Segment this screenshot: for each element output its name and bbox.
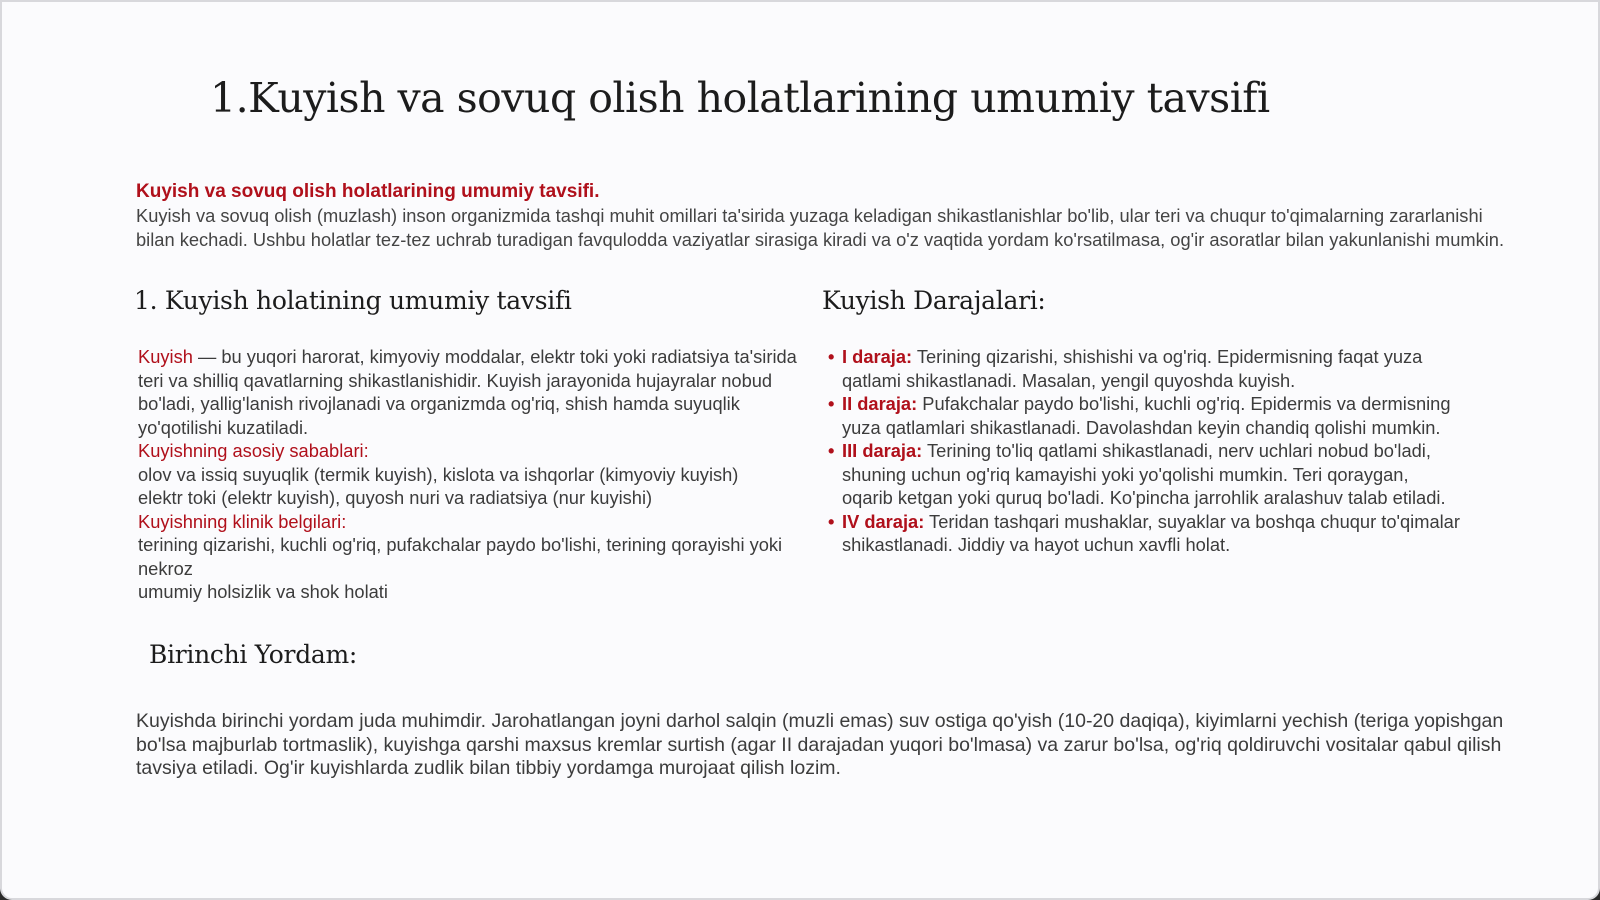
cause-item: elektr toki (elektr kuyish), quyosh nuri va radiatsiya (nur kuyishi) [138,487,653,508]
causes-heading: Kuyishning asosiy sabablari: [138,440,369,461]
sign-item: terining qizarishi, kuchli og'riq, pufakchalar paydo bo'lishi, terining qorayishi yoki nekroz [138,534,783,579]
burn-degrees-column [822,286,1462,557]
intro-paragraph: Kuyish va sovuq olish (muzlash) inson organizmida tashqi muhit omillari ta'sirida yuzaga keladigan shikastlanishlar bo'lib, ular teri va chuqur to'qimalarning zararlanishi bilan kechadi. Ushbu holatlar tez-tez uchrab turadigan favqulodda vaziyatlar sirasiga kiradi va o'z vaqtida yordam ko'rsatilmasa, og'ir asoratlar bilan yakunlanishi mumkin. [136,205,1505,250]
first-aid-paragraph: Kuyishda birinchi yordam juda muhimdir. Jarohatlangan joyni darhol salqin (muzli emas) suv ostiga qo'yish (10-20 daqiqa), kiyimlarni yechish (teriga yopishgan bo'lsa majburlab tortmaslik), kuyishga qarshi maxsus kremlar surtish (agar II darajadan yuqori bo'lmasa) va zarur bo'lsa, og'riq qoldiruvchi vositalar qabul qilish tavsiya etiladi. Og'ir kuyishlarda zudlik bilan tibbiy yordamga murojaat qilish lozim. [136,710,1504,779]
bullet-icon: • [828,393,835,414]
degree-text: Terining to'liq qatlami shikastlanadi, nerv uchlari nobud bo'ladi, shuning uchun og'riq kamayishi yoki yo'qolishi mumkin. Teri qoraygan, oqarib ketgan yoki quruq bo'ladi. Ko'pincha jarrohlik aralashuv talab etiladi. [842,440,1446,508]
burn-overview-column [134,286,814,604]
degree-item [822,392,1462,439]
burn-term: Kuyish [138,346,193,367]
first-aid-heading: Birinchi Yordam: [149,640,358,669]
degree-item [822,510,1462,557]
burn-definition [138,345,814,439]
degree-text: Teridan tashqari mushaklar, suyaklar va boshqa chuqur to'qimalar shikastlanadi. Jiddiy va hayot uchun xavfli holat. [842,510,1460,555]
degree-text: Pufakchalar paydo bo'lishi, kuchli og'riq. Epidermis va dermisning yuza qatlamlari shikastlanadi. Davolashdan keyin chandiq qolishi mumkin. [842,393,1451,438]
degree-label: III daraja: [842,440,923,461]
degree-text: Terining qizarishi, shishishi va og'riq. Epidermisning faqat yuza qatlami shikastlanadi. Masalan, yengil quyoshda kuyish. [842,346,1423,391]
degree-label: IV daraja: [842,510,925,532]
degree-item [822,345,1462,392]
signs-heading: Kuyishning klinik belgilari: [138,510,347,532]
burn-overview-heading: 1. Kuyish holatining umumiy tavsifi [134,286,572,315]
burn-definition-text: — bu yuqori harorat, kimyoviy moddalar, elektr toki yoki radiatsiya ta'sirida teri va shilliq qavatlarning shikastlanishidir. Kuyish jarayonida hujayralar nobud bo'ladi, yallig'lanish rivojlanadi va organizmda og'riq, shish hamda suyuqlik yo'qotilishi kuzatiladi. [138,346,797,438]
bullet-icon: • [828,510,835,532]
burn-overview-body [138,345,814,604]
burn-degrees-heading: Kuyish Darajalari: [822,286,1046,315]
burn-degrees-list [822,345,1462,557]
bullet-icon: • [828,346,835,367]
degree-item [822,439,1462,510]
intro-section [136,180,1516,251]
cause-item: olov va issiq suyuqlik (termik kuyish), kislota va ishqorlar (kimyoviy kuyish) [138,463,739,485]
intro-heading: Kuyish va sovuq olish holatlarining umumiy tavsifi. [136,181,600,202]
degree-label: II daraja: [842,393,918,414]
bullet-icon: • [828,440,835,461]
slide-title: 1.Kuyish va sovuq olish holatlarining umumiy tavsifi [210,74,1270,122]
sign-item: umumiy holsizlik va shok holati [138,581,388,602]
degree-label: I daraja: [842,346,913,367]
